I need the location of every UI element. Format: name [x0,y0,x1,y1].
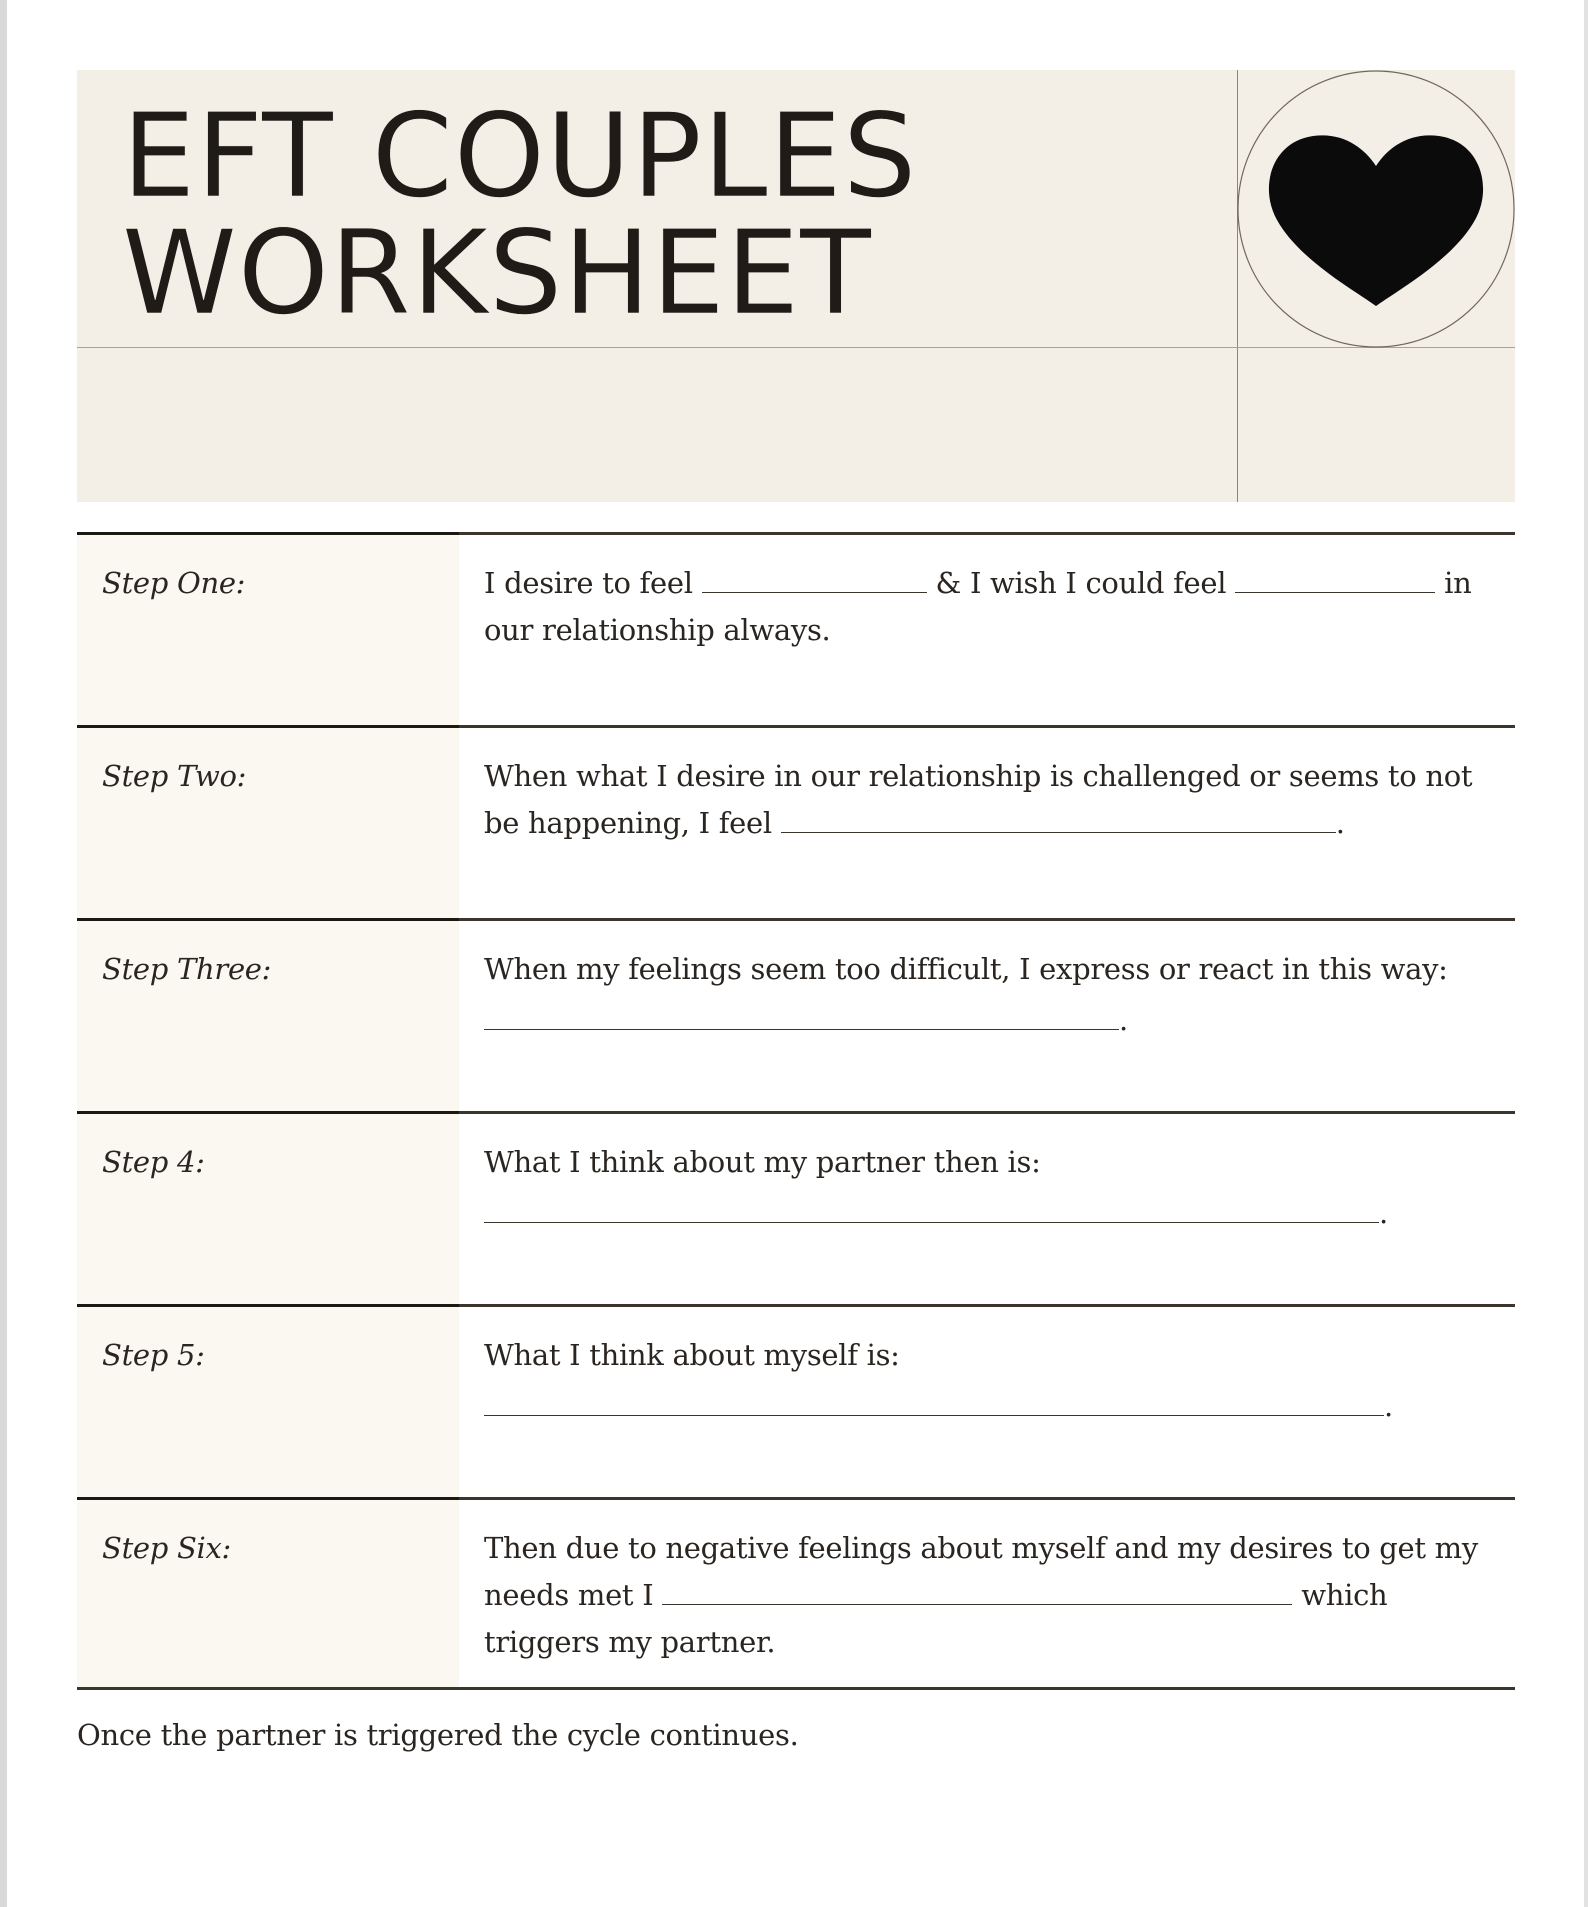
answer-blank[interactable] [1235,560,1435,593]
answer-blank[interactable] [662,1572,1292,1605]
prompt-text: in our relationship always. [484,566,1472,647]
step-row-5 [77,1304,1515,1497]
step-label-cell [77,535,459,725]
step-label-cell [77,921,459,1111]
answer-blank[interactable] [781,800,1336,833]
footer-note: Once the partner is triggered the cycle continues. [77,1718,799,1752]
step-row-3 [77,918,1515,1111]
worksheet-header [77,70,1515,502]
page-edge [0,0,7,1907]
step-label: Step 4: [102,1145,205,1179]
step-label-cell [77,728,459,918]
answer-blank[interactable] [484,997,1119,1030]
answer-line [484,997,1499,1044]
step-row-6 [77,1497,1515,1690]
step-label: Step Six: [102,1531,232,1565]
prompt-text: When what I desire in our relationship is challenged or seems to not be happening, I feel [484,759,1473,840]
step-prompt [484,1332,1499,1430]
prompt-text: . [1119,1003,1128,1037]
step-prompt [484,560,1499,654]
prompt-text: What I think about my partner then is: [484,1145,1041,1179]
step-label: Step Two: [102,759,247,793]
title-line-1: EFT COUPLES [122,89,918,224]
title-line-2: WORKSHEET [122,206,872,341]
answer-blank[interactable] [484,1190,1379,1223]
page-edge [1584,0,1588,1907]
step-row-4 [77,1111,1515,1304]
prompt-text: . [1379,1196,1388,1230]
step-row-2 [77,725,1515,918]
step-prompt [484,753,1499,847]
step-label: Step 5: [102,1338,205,1372]
step-label-cell [77,1307,459,1497]
step-prompt [484,1525,1499,1666]
prompt-text: which triggers my partner. [484,1578,1388,1659]
prompt-text: When my feelings seem too difficult, I express or react in this way: [484,952,1448,986]
heart-badge [1237,70,1515,348]
prompt-text: & I wish I could feel [935,566,1227,600]
heart-icon [1237,70,1515,348]
step-label-cell [77,1500,459,1687]
step-label: Step One: [102,566,246,600]
step-prompt [484,946,1499,1044]
steps-table [77,532,1515,1690]
answer-blank[interactable] [702,560,927,593]
prompt-text: . [1335,806,1345,840]
prompt-text: What I think about myself is: [484,1338,900,1372]
answer-blank[interactable] [484,1383,1384,1416]
prompt-text: I desire to feel [484,566,693,600]
step-label-cell [77,1114,459,1304]
step-prompt [484,1139,1499,1237]
answer-line [484,1190,1499,1237]
page-title [122,89,918,341]
prompt-text: Then due to negative feelings about myself and my desires to get my needs met I [484,1531,1478,1612]
prompt-text: . [1384,1389,1393,1423]
step-row-1 [77,532,1515,725]
step-label: Step Three: [102,952,272,986]
answer-line [484,1383,1499,1430]
